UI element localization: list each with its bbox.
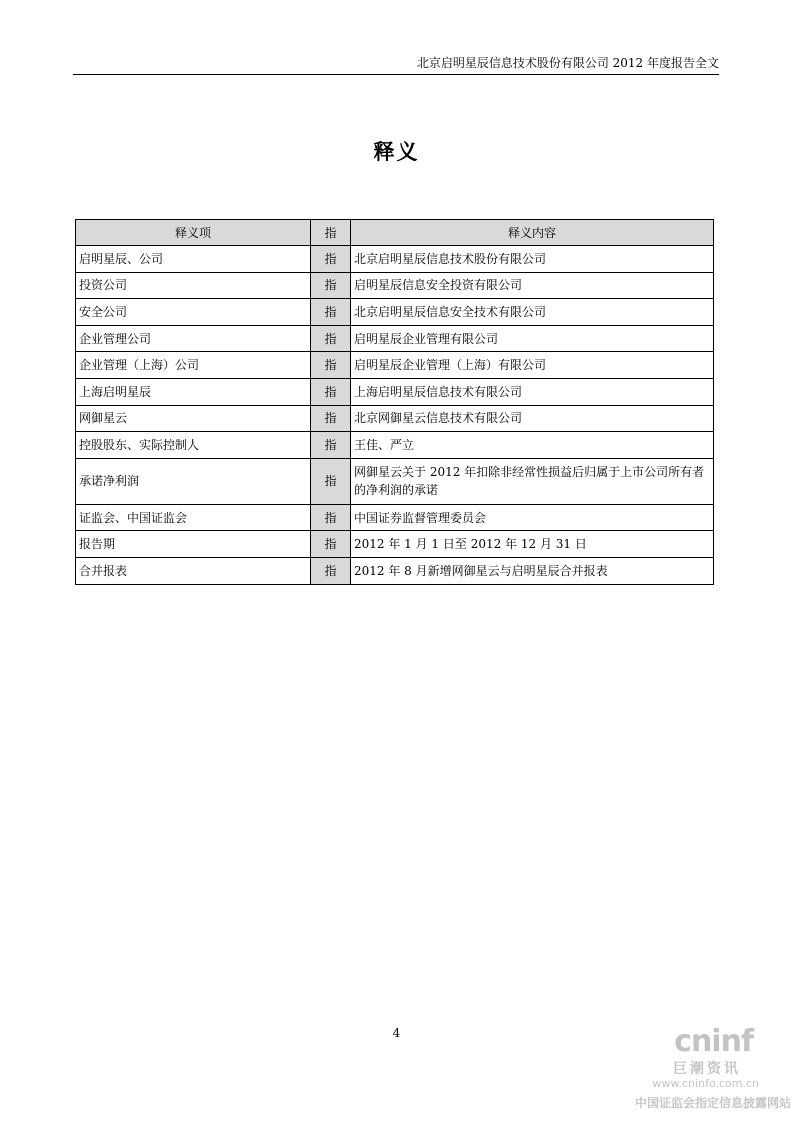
- term-cell: 启明星辰、公司: [76, 246, 311, 273]
- ref-cell: 指: [311, 432, 351, 459]
- term-cell: 承诺净利润: [76, 458, 311, 504]
- watermark-note: 中国证监会指定信息披露网站: [634, 1096, 791, 1110]
- term-cell: 投资公司: [76, 272, 311, 299]
- page-number: 4: [392, 1026, 401, 1040]
- ref-cell: 指: [311, 458, 351, 504]
- definition-cell: 2012 年 1 月 1 日至 2012 年 12 月 31 日: [351, 531, 714, 558]
- term-cell: 企业管理（上海）公司: [76, 352, 311, 379]
- table-row: [76, 557, 714, 584]
- ref-cell: 指: [311, 352, 351, 379]
- header-divider: [73, 74, 719, 75]
- header-definition: 释义内容: [351, 220, 714, 246]
- table-header-row: [76, 220, 714, 246]
- definition-cell: 网御星云关于 2012 年扣除非经常性损益后归属于上市公司所有者的净利润的承诺: [351, 458, 714, 504]
- watermark-logo-text: cninf: [674, 1024, 753, 1059]
- watermark-logo: [674, 1024, 753, 1059]
- table-row: [76, 504, 714, 531]
- table-row: [76, 246, 714, 273]
- definition-cell: 启明星辰信息安全投资有限公司: [351, 272, 714, 299]
- term-cell: 网御星云: [76, 405, 311, 432]
- table-row: [76, 378, 714, 405]
- table-row: [76, 272, 714, 299]
- term-cell: 上海启明星辰: [76, 378, 311, 405]
- definition-cell: 北京网御星云信息技术有限公司: [351, 405, 714, 432]
- watermark-url: www.cninfo.com.cn: [652, 1077, 759, 1090]
- header-term: 释义项: [76, 220, 311, 246]
- ref-cell: 指: [311, 272, 351, 299]
- definition-cell: 启明星辰企业管理有限公司: [351, 325, 714, 352]
- definition-cell: 北京启明星辰信息技术股份有限公司: [351, 246, 714, 273]
- definition-cell: 北京启明星辰信息安全技术有限公司: [351, 299, 714, 326]
- ref-cell: 指: [311, 531, 351, 558]
- ref-cell: 指: [311, 299, 351, 326]
- term-cell: 安全公司: [76, 299, 311, 326]
- cninfo-watermark: [603, 1022, 793, 1122]
- ref-cell: 指: [311, 405, 351, 432]
- table-row: [76, 458, 714, 504]
- ref-cell: 指: [311, 378, 351, 405]
- ref-cell: 指: [311, 557, 351, 584]
- definitions-table: [75, 219, 714, 585]
- table-row: [76, 352, 714, 379]
- table-row: [76, 531, 714, 558]
- table-row: [76, 325, 714, 352]
- term-cell: 报告期: [76, 531, 311, 558]
- header-ref: 指: [311, 220, 351, 246]
- term-cell: 控股股东、实际控制人: [76, 432, 311, 459]
- table-row: [76, 405, 714, 432]
- term-cell: 证监会、中国证监会: [76, 504, 311, 531]
- table-row: [76, 299, 714, 326]
- watermark-brand: 巨潮资讯: [673, 1061, 741, 1077]
- ref-cell: 指: [311, 325, 351, 352]
- definition-cell: 2012 年 8 月新增网御星云与启明星辰合并报表: [351, 557, 714, 584]
- table-row: [76, 432, 714, 459]
- page-title: 释义: [373, 140, 420, 164]
- definition-cell: 启明星辰企业管理（上海）有限公司: [351, 352, 714, 379]
- definition-cell: 王佳、严立: [351, 432, 714, 459]
- term-cell: 合并报表: [76, 557, 311, 584]
- page-header: 北京启明星辰信息技术股份有限公司 2012 年度报告全文: [416, 56, 719, 70]
- ref-cell: 指: [311, 504, 351, 531]
- definition-cell: 上海启明星辰信息技术有限公司: [351, 378, 714, 405]
- definition-cell: 中国证券监督管理委员会: [351, 504, 714, 531]
- term-cell: 企业管理公司: [76, 325, 311, 352]
- ref-cell: 指: [311, 246, 351, 273]
